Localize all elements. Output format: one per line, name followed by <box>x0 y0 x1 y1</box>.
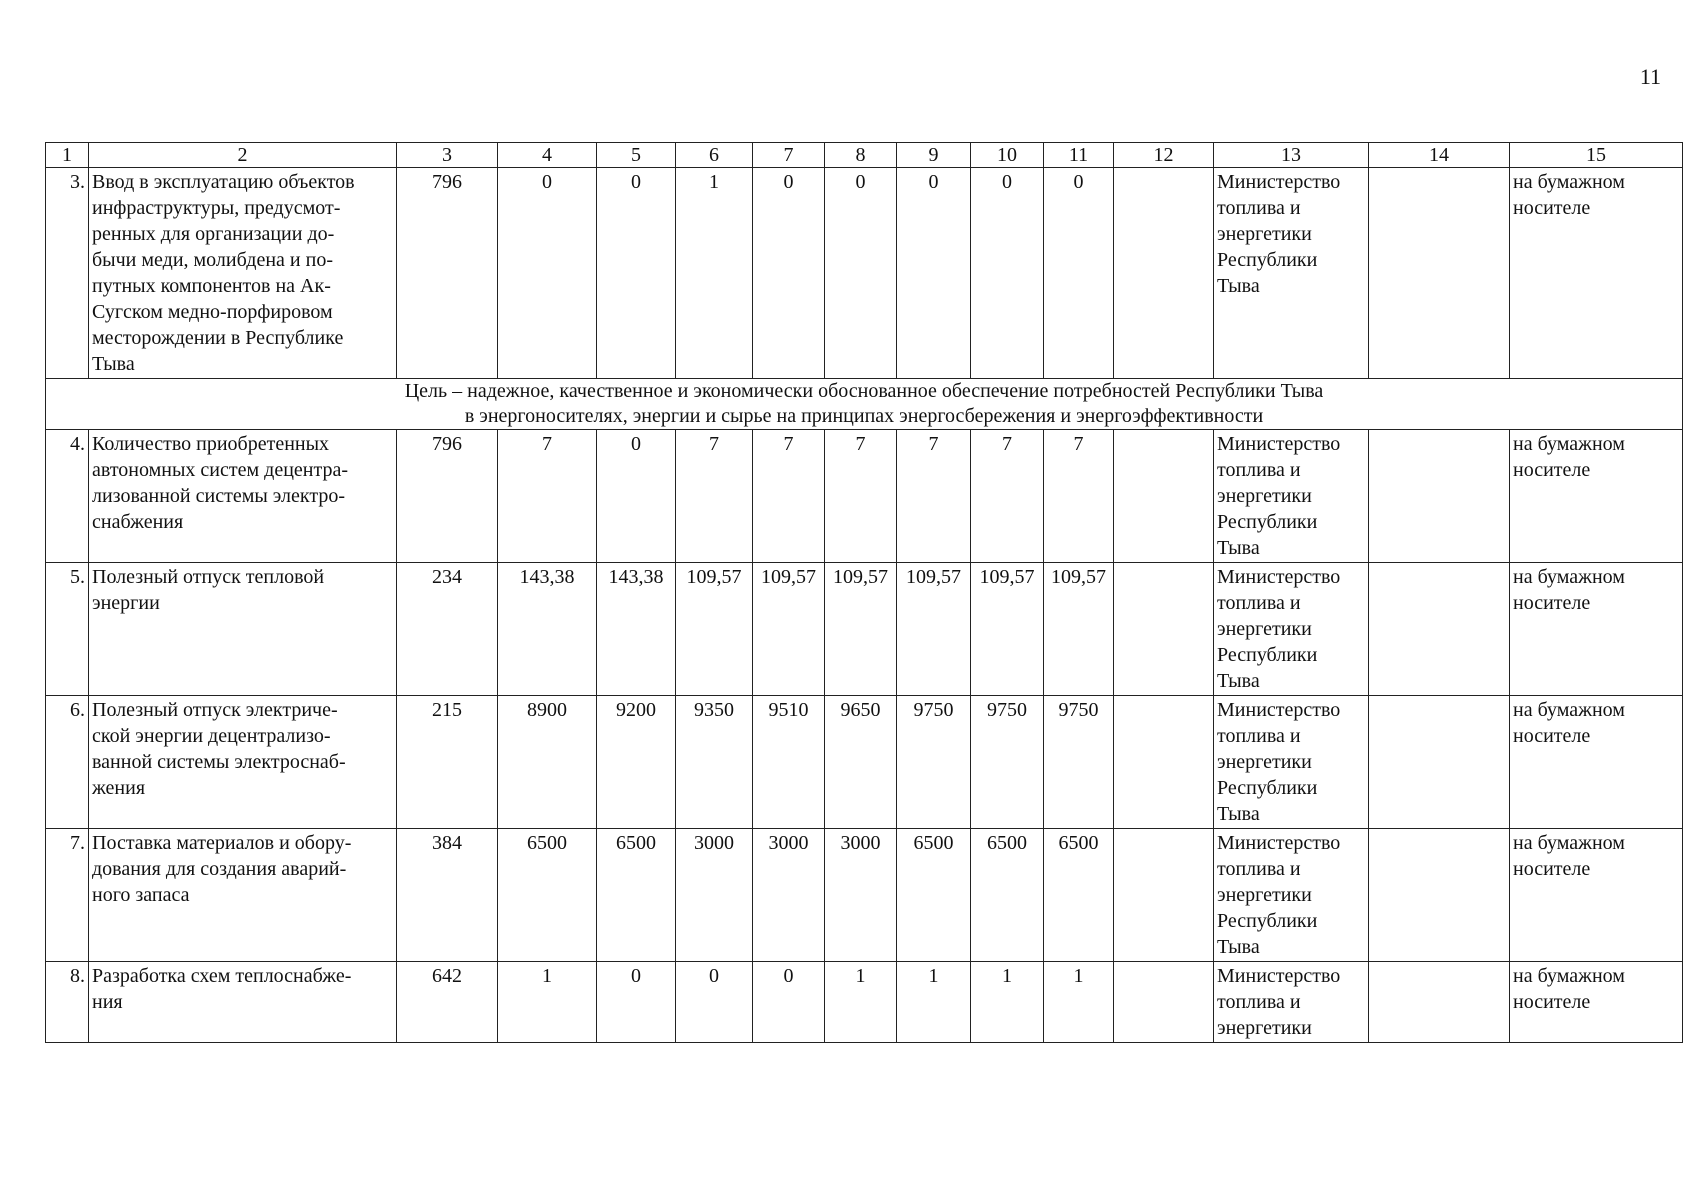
goal-cell <box>46 379 1683 430</box>
indicator-name-line: энергии <box>92 592 160 614</box>
value-cell: 0 <box>676 962 753 1043</box>
value-cell: 7 <box>971 430 1044 563</box>
indicators-table <box>45 142 1683 1043</box>
column-number: 5 <box>597 143 676 168</box>
form-line: на бумажном <box>1513 965 1625 987</box>
value-cell: 9750 <box>971 696 1044 829</box>
value-cell: 9510 <box>753 696 825 829</box>
executor-line: Тыва <box>1217 275 1260 297</box>
value-cell: 0 <box>597 430 676 563</box>
value-cell: 0 <box>753 168 825 379</box>
form-line: носителе <box>1513 725 1591 747</box>
column-14-cell <box>1369 696 1510 829</box>
indicator-name <box>89 829 397 962</box>
value-cell: 0 <box>597 962 676 1043</box>
column-number: 1 <box>46 143 89 168</box>
value-cell: 109,57 <box>825 563 897 696</box>
value-cell: 109,57 <box>897 563 971 696</box>
executor-line: Министерство <box>1217 171 1341 193</box>
executor-cell <box>1214 962 1369 1043</box>
column-12-cell <box>1114 430 1214 563</box>
row-index: 5. <box>46 563 89 696</box>
indicator-name-line: Сугском медно-порфировом <box>92 301 333 323</box>
indicator-name-line: жения <box>92 777 146 799</box>
table-row <box>46 168 1683 379</box>
executor-line: энергетики <box>1217 618 1312 640</box>
indicator-name-line: ренных для организации до- <box>92 223 335 245</box>
indicator-name <box>89 962 397 1043</box>
executor-cell <box>1214 829 1369 962</box>
executor-line: Тыва <box>1217 537 1260 559</box>
value-cell: 6500 <box>597 829 676 962</box>
indicator-name-line: лизованной системы электро- <box>92 485 345 507</box>
executor-line: Республики <box>1217 249 1318 271</box>
column-number: 10 <box>971 143 1044 168</box>
column-number: 11 <box>1044 143 1114 168</box>
indicator-name <box>89 168 397 379</box>
row-index: 3. <box>46 168 89 379</box>
form-line: носителе <box>1513 197 1591 219</box>
value-cell: 3000 <box>753 829 825 962</box>
column-12-cell <box>1114 696 1214 829</box>
value-cell: 109,57 <box>1044 563 1114 696</box>
indicator-name <box>89 696 397 829</box>
executor-line: Министерство <box>1217 566 1341 588</box>
column-14-cell <box>1369 168 1510 379</box>
executor-line: топлива и <box>1217 991 1301 1013</box>
value-cell: 3000 <box>825 829 897 962</box>
executor-line: топлива и <box>1217 725 1301 747</box>
unit-code: 796 <box>397 168 498 379</box>
form-line: носителе <box>1513 592 1591 614</box>
value-cell: 143,38 <box>597 563 676 696</box>
column-number: 12 <box>1114 143 1214 168</box>
indicator-name-line: Тыва <box>92 353 135 375</box>
executor-line: Министерство <box>1217 433 1341 455</box>
form-cell <box>1510 696 1683 829</box>
indicator-name-line: снабжения <box>92 511 184 533</box>
executor-line: энергетики <box>1217 751 1312 773</box>
executor-line: Министерство <box>1217 965 1341 987</box>
indicator-name-line: месторождении в Республике <box>92 327 344 349</box>
form-line: носителе <box>1513 858 1591 880</box>
executor-cell <box>1214 696 1369 829</box>
column-12-cell <box>1114 563 1214 696</box>
value-cell: 9750 <box>1044 696 1114 829</box>
unit-code: 796 <box>397 430 498 563</box>
executor-line: энергетики <box>1217 1017 1312 1039</box>
executor-line: Тыва <box>1217 670 1260 692</box>
unit-code: 384 <box>397 829 498 962</box>
form-line: на бумажном <box>1513 171 1625 193</box>
indicator-name-line: ской энергии децентрализо- <box>92 725 331 747</box>
form-cell <box>1510 430 1683 563</box>
value-cell: 7 <box>753 430 825 563</box>
goal-text: в энергоносителях, энергии и сырье на принципах энергосбережения и энергоэффективности <box>464 405 1264 427</box>
value-cell: 7 <box>897 430 971 563</box>
table-body <box>46 143 1683 1043</box>
form-cell <box>1510 563 1683 696</box>
indicator-name-line: Ввод в эксплуатацию объектов <box>92 171 355 193</box>
indicator-name-line: Количество приобретенных <box>92 433 330 455</box>
executor-line: энергетики <box>1217 884 1312 906</box>
value-cell: 0 <box>971 168 1044 379</box>
form-cell <box>1510 829 1683 962</box>
value-cell: 0 <box>498 168 597 379</box>
value-cell: 1 <box>825 962 897 1043</box>
table-row <box>46 696 1683 829</box>
column-number: 6 <box>676 143 753 168</box>
column-number: 14 <box>1369 143 1510 168</box>
executor-line: Министерство <box>1217 699 1341 721</box>
unit-code: 234 <box>397 563 498 696</box>
column-number: 8 <box>825 143 897 168</box>
table-row <box>46 829 1683 962</box>
column-14-cell <box>1369 430 1510 563</box>
value-cell: 0 <box>825 168 897 379</box>
executor-cell <box>1214 168 1369 379</box>
value-cell: 1 <box>897 962 971 1043</box>
value-cell: 0 <box>597 168 676 379</box>
column-12-cell <box>1114 829 1214 962</box>
column-14-cell <box>1369 962 1510 1043</box>
goal-row <box>46 379 1683 430</box>
indicator-name-line: Полезный отпуск электриче- <box>92 699 338 721</box>
value-cell: 1 <box>1044 962 1114 1043</box>
column-number: 13 <box>1214 143 1369 168</box>
executor-line: Тыва <box>1217 936 1260 958</box>
executor-line: топлива и <box>1217 197 1301 219</box>
value-cell: 6500 <box>1044 829 1114 962</box>
unit-code: 215 <box>397 696 498 829</box>
indicator-name-line: бычи меди, молибдена и по- <box>92 249 333 271</box>
executor-line: топлива и <box>1217 858 1301 880</box>
value-cell: 0 <box>1044 168 1114 379</box>
executor-line: Республики <box>1217 910 1318 932</box>
value-cell: 0 <box>897 168 971 379</box>
row-index: 7. <box>46 829 89 962</box>
value-cell: 1 <box>498 962 597 1043</box>
form-line: носителе <box>1513 991 1591 1013</box>
column-number: 7 <box>753 143 825 168</box>
column-14-cell <box>1369 563 1510 696</box>
column-number: 15 <box>1510 143 1683 168</box>
executor-line: Тыва <box>1217 803 1260 825</box>
form-cell <box>1510 962 1683 1043</box>
value-cell: 9200 <box>597 696 676 829</box>
value-cell: 6500 <box>498 829 597 962</box>
value-cell: 7 <box>825 430 897 563</box>
column-12-cell <box>1114 168 1214 379</box>
executor-line: Республики <box>1217 511 1318 533</box>
executor-cell <box>1214 430 1369 563</box>
column-12-cell <box>1114 962 1214 1043</box>
indicator-name-line: ванной системы электроснаб- <box>92 751 346 773</box>
executor-line: энергетики <box>1217 223 1312 245</box>
column-number: 9 <box>897 143 971 168</box>
executor-line: Министерство <box>1217 832 1341 854</box>
indicator-name-line: ного запаса <box>92 884 190 906</box>
executor-line: Республики <box>1217 644 1318 666</box>
form-line: на бумажном <box>1513 433 1625 455</box>
row-index: 6. <box>46 696 89 829</box>
form-line: на бумажном <box>1513 566 1625 588</box>
table-row <box>46 430 1683 563</box>
row-index: 4. <box>46 430 89 563</box>
form-line: на бумажном <box>1513 832 1625 854</box>
executor-line: энергетики <box>1217 485 1312 507</box>
value-cell: 109,57 <box>753 563 825 696</box>
value-cell: 3000 <box>676 829 753 962</box>
value-cell: 6500 <box>971 829 1044 962</box>
value-cell: 0 <box>753 962 825 1043</box>
page-number: 11 <box>1639 64 1661 89</box>
value-cell: 109,57 <box>971 563 1044 696</box>
row-index: 8. <box>46 962 89 1043</box>
unit-code: 642 <box>397 962 498 1043</box>
goal-text: Цель – надежное, качественное и экономически обоснованное обеспечение потребностей Республики Тыва <box>404 380 1324 402</box>
table-row <box>46 962 1683 1043</box>
indicator-name-line: инфраструктуры, предусмот- <box>92 197 341 219</box>
form-line: носителе <box>1513 459 1591 481</box>
executor-line: топлива и <box>1217 592 1301 614</box>
value-cell: 7 <box>498 430 597 563</box>
value-cell: 143,38 <box>498 563 597 696</box>
value-cell: 8900 <box>498 696 597 829</box>
indicator-name-line: путных компонентов на Ак- <box>92 275 331 297</box>
value-cell: 109,57 <box>676 563 753 696</box>
value-cell: 9350 <box>676 696 753 829</box>
value-cell: 6500 <box>897 829 971 962</box>
column-number: 3 <box>397 143 498 168</box>
indicator-name-line: Полезный отпуск тепловой <box>92 566 325 588</box>
executor-line: Республики <box>1217 777 1318 799</box>
indicator-name-line: дования для создания аварий- <box>92 858 347 880</box>
executor-cell <box>1214 563 1369 696</box>
indicator-name <box>89 563 397 696</box>
indicator-name-line: автономных систем децентра- <box>92 459 349 481</box>
table-row <box>46 563 1683 696</box>
indicator-name <box>89 430 397 563</box>
value-cell: 1 <box>676 168 753 379</box>
header-row <box>46 143 1683 168</box>
value-cell: 7 <box>676 430 753 563</box>
value-cell: 1 <box>971 962 1044 1043</box>
form-line: на бумажном <box>1513 699 1625 721</box>
value-cell: 9650 <box>825 696 897 829</box>
value-cell: 9750 <box>897 696 971 829</box>
executor-line: топлива и <box>1217 459 1301 481</box>
value-cell: 7 <box>1044 430 1114 563</box>
column-number: 2 <box>89 143 397 168</box>
indicator-name-line: Разработка схем теплоснабже- <box>92 965 352 987</box>
column-14-cell <box>1369 829 1510 962</box>
indicator-name-line: ния <box>92 991 123 1013</box>
form-cell <box>1510 168 1683 379</box>
column-number: 4 <box>498 143 597 168</box>
indicator-name-line: Поставка материалов и обору- <box>92 832 352 854</box>
